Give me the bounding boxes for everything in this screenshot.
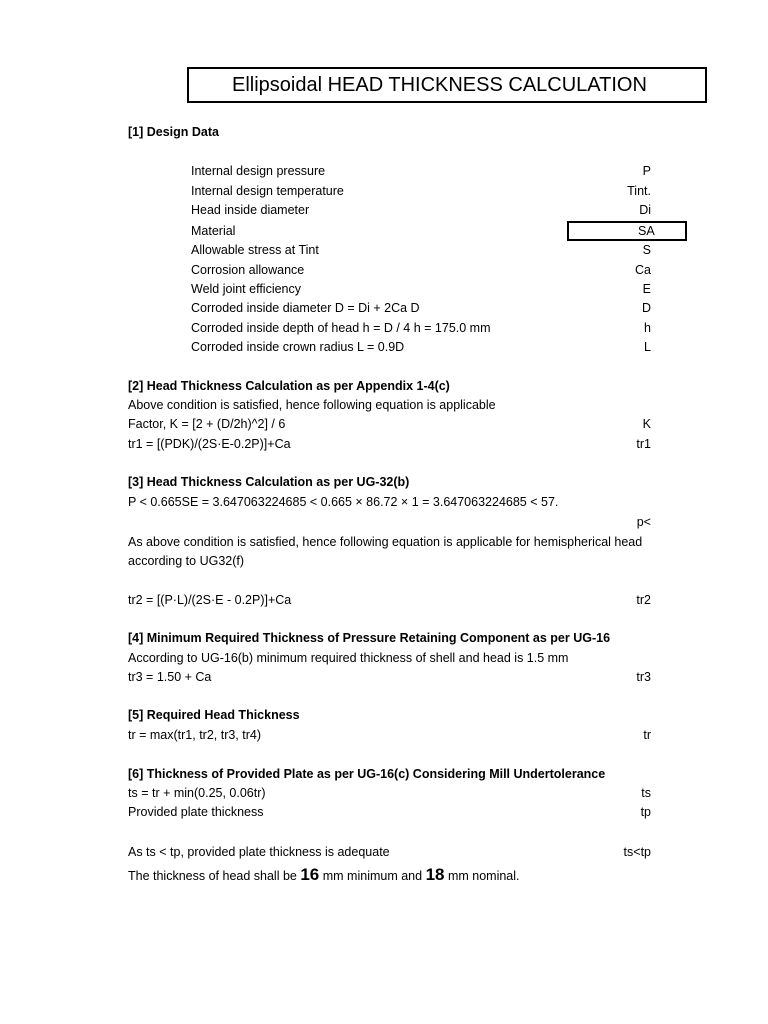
design-label-corrosion: Corrosion allowance [191,263,305,277]
section2-factor-k: Factor, K = [2 + (D/2h)^2] / 6 [128,417,286,431]
final-statement [128,864,520,887]
design-label-temperature: Internal design temperature [191,184,344,198]
design-symbol-corroded-depth: h [644,321,651,335]
design-label-allowable-stress: Allowable stress at Tint [191,243,319,257]
section6-heading: [6] Thickness of Provided Plate as per UG-16(c) Considering Mill Undertolerance [128,767,606,781]
section4-tr3-symbol: tr3 [636,670,651,684]
section2-factor-k-symbol: K [642,417,651,431]
section6-ts-formula: ts = tr + min(0.25, 0.06tr) [128,786,266,800]
nominal-thickness-value: 18 [425,865,445,884]
design-label-crown-radius: Corroded inside crown radius L = 0.9D [191,340,405,354]
section6-provided-label: Provided plate thickness [128,805,264,819]
design-label-corroded-depth: Corroded inside depth of head h = D / 4 h = 175.0 mm [191,321,491,335]
section4-tr3-formula: tr3 = 1.50 + Ca [128,670,212,684]
section5-heading: [5] Required Head Thickness [128,708,300,722]
design-label-pressure: Internal design pressure [191,164,326,178]
design-symbol-temperature: Tint. [627,184,651,198]
final-prefix: The thickness of head shall be [128,869,297,883]
design-label-material: Material [191,224,236,238]
section3-heading: [3] Head Thickness Calculation as per UG-32(b) [128,475,410,489]
section3-applicable: As above condition is satisfied, hence following equation is applicable for hemispherical head [128,535,643,549]
conclusion-adequate-symbol: ts<tp [623,845,651,859]
conclusion-adequate: As ts < tp, provided plate thickness is adequate [128,845,390,859]
section3-tr2-symbol: tr2 [636,593,651,607]
page-title: Ellipsoidal HEAD THICKNESS CALCULATION [232,74,647,96]
section3-condition: P < 0.665SE = 3.647063224685 < 0.665 × 86.72 × 1 = 3.647063224685 < 57. [128,495,559,509]
title-box [187,67,707,103]
section6-ts-symbol: ts [641,786,651,800]
section4-heading: [4] Minimum Required Thickness of Pressure Retaining Component as per UG-16 [128,631,611,645]
design-symbol-corrosion: Ca [635,263,651,277]
design-symbol-weld-efficiency: E [642,282,651,296]
section3-tr2-formula: tr2 = [(P·L)/(2S·E - 0.2P)]+Ca [128,593,292,607]
material-cell[interactable] [567,221,687,241]
design-symbol-allowable-stress: S [642,243,651,257]
section2-condition: Above condition is satisfied, hence following equation is applicable [128,398,496,412]
section2-tr1-formula: tr1 = [(PDK)/(2S·E-0.2P)]+Ca [128,437,291,451]
section3-reference: according to UG32(f) [128,554,245,568]
design-label-corroded-diameter: Corroded inside diameter D = Di + 2Ca D [191,301,420,315]
design-symbol-pressure: P [642,164,651,178]
final-suffix: mm nominal. [447,869,520,883]
design-symbol-material: SA [638,224,655,238]
design-label-weld-efficiency: Weld joint efficiency [191,282,302,296]
section6-provided-symbol: tp [640,805,651,819]
section5-tr-formula: tr = max(tr1, tr2, tr3, tr4) [128,728,262,742]
design-symbol-diameter: Di [639,203,651,217]
section2-tr1-symbol: tr1 [636,437,651,451]
final-mid: mm minimum and [322,869,423,883]
design-symbol-crown-radius: L [644,340,651,354]
section1-heading: [1] Design Data [128,125,219,139]
design-symbol-corroded-diameter: D [641,301,651,315]
minimum-thickness-value: 16 [300,865,320,884]
section5-tr-symbol: tr [643,728,651,742]
section2-heading: [2] Head Thickness Calculation as per Appendix 1-4(c) [128,379,450,393]
section3-condition-symbol: p< [636,515,651,529]
section4-minimum-note: According to UG-16(b) minimum required thickness of shell and head is 1.5 mm [128,651,569,665]
design-label-diameter: Head inside diameter [191,203,310,217]
